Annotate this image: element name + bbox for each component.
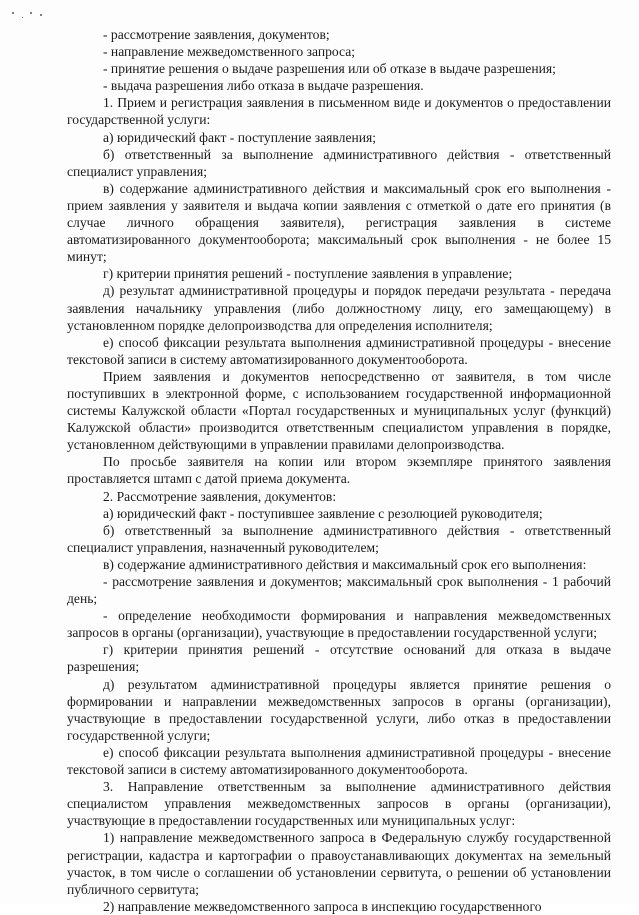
paragraph: б) ответственный за выполнение административного действия - ответственный специалист управления, назначенный руководителем; xyxy=(67,522,611,555)
paragraph: а) юридический факт - поступившее заявление с резолюцией руководителя; xyxy=(103,505,543,521)
section-1-heading: 1. Прием и регистрация заявления в письменном виде и документов о предоставлении государственной услуги: xyxy=(67,95,611,128)
paragraph: По просьбе заявителя на копии или втором экземпляре принятого заявления проставляется штамп с датой приема документа. xyxy=(67,454,611,487)
paragraph: а) юридический факт - поступление заявления; xyxy=(103,129,377,145)
paragraph: - рассмотрение заявления, документов; xyxy=(103,27,330,42)
paragraph: е) способ фиксации результата выполнения административной процедуры - внесение текстовой записи в систему автоматизированного документооборота. xyxy=(67,744,611,778)
scan-speck xyxy=(22,17,23,18)
paragraph: д) результат административной процедуры и порядок передачи результата - передача заявления начальнику управления (либо должностному лицу, его замещающему) в установленном порядке делопроизводства для определения исполнителя; xyxy=(67,283,611,333)
paragraph: в) содержание административного действия и максимальный срок его выполнения: xyxy=(103,556,587,572)
paragraph: - принятие решения о выдаче разрешения или об отказе в выдаче разрешения; xyxy=(103,61,556,77)
document-body xyxy=(67,26,611,915)
paragraph: - выдача разрешения либо отказа в выдаче разрешения. xyxy=(103,78,424,94)
paragraph: 1) направление межведомственного запроса в Федеральную службу государственной регистрации, кадастра и картографии о правоустанавливающих документах на земельный участок, в том числе о соглашении об установлении сервитута, о решении об установлении публичного сервитута; xyxy=(67,830,611,897)
paragraph: г) критерии принятия решений - поступление заявления в управление; xyxy=(103,266,513,282)
paragraph: 2) направление межведомственного запроса в инспекцию государственного xyxy=(103,898,542,914)
paragraph: Прием заявления и документов непосредственно от заявителя, в том числе поступивших в электронной форме, с использованием государственной информационной системы Калужской области «Портал государственных и муниципальных услуг (функций) Калужской области» производится ответственным специалистом управления в порядке, установленном действующими в управлении правилами делопроизводства. xyxy=(67,368,611,453)
paragraph: г) критерии принятия решений - отсутствие оснований для отказа в выдаче разрешения; xyxy=(67,642,611,675)
paragraph: д) результатом административной процедуры является принятие решения о формировании и направлении межведомственных запросов в органы (организации), участвующие в предоставлении государственной услуги, либо отказ в предоставлении государственной услуги; xyxy=(67,676,611,743)
paragraph: - направление межведомственного запроса; xyxy=(103,44,356,60)
scan-speck xyxy=(12,12,14,14)
paragraph: - рассмотрение заявления и документов; максимальный срок выполнения - 1 рабочий день; xyxy=(67,574,611,607)
scan-speck xyxy=(30,12,32,14)
paragraph: б) ответственный за выполнение административного действия - ответственный специалист управления; xyxy=(67,146,611,179)
paragraph: - определение необходимости формирования и направления межведомственных запросов в органы (организации), участвующие в предоставлении государственной услуги; xyxy=(67,608,611,641)
paragraph: в) содержание административного действия и максимальный срок его выполнения - прием заявления у заявителя и выдача копии заявления с отметкой о дате его принятия (в случае личного обращения заявителя), регистрация заявления в системе автоматизированного документооборота; максимальный срок выполнения - не более 15 минут; xyxy=(67,180,611,265)
section-3-heading: 3. Направление ответственным за выполнение административного действия специалистом управления межведомственных запросов в органы (организации), участвующие в предоставлении государственных или муниципальных услуг: xyxy=(67,779,611,829)
paragraph: е) способ фиксации результата выполнения административной процедуры - внесение текстовой записи в систему автоматизированного документооборота. xyxy=(67,334,611,367)
section-2-heading: 2. Рассмотрение заявления, документов: xyxy=(103,488,337,504)
scan-speck xyxy=(40,14,42,16)
